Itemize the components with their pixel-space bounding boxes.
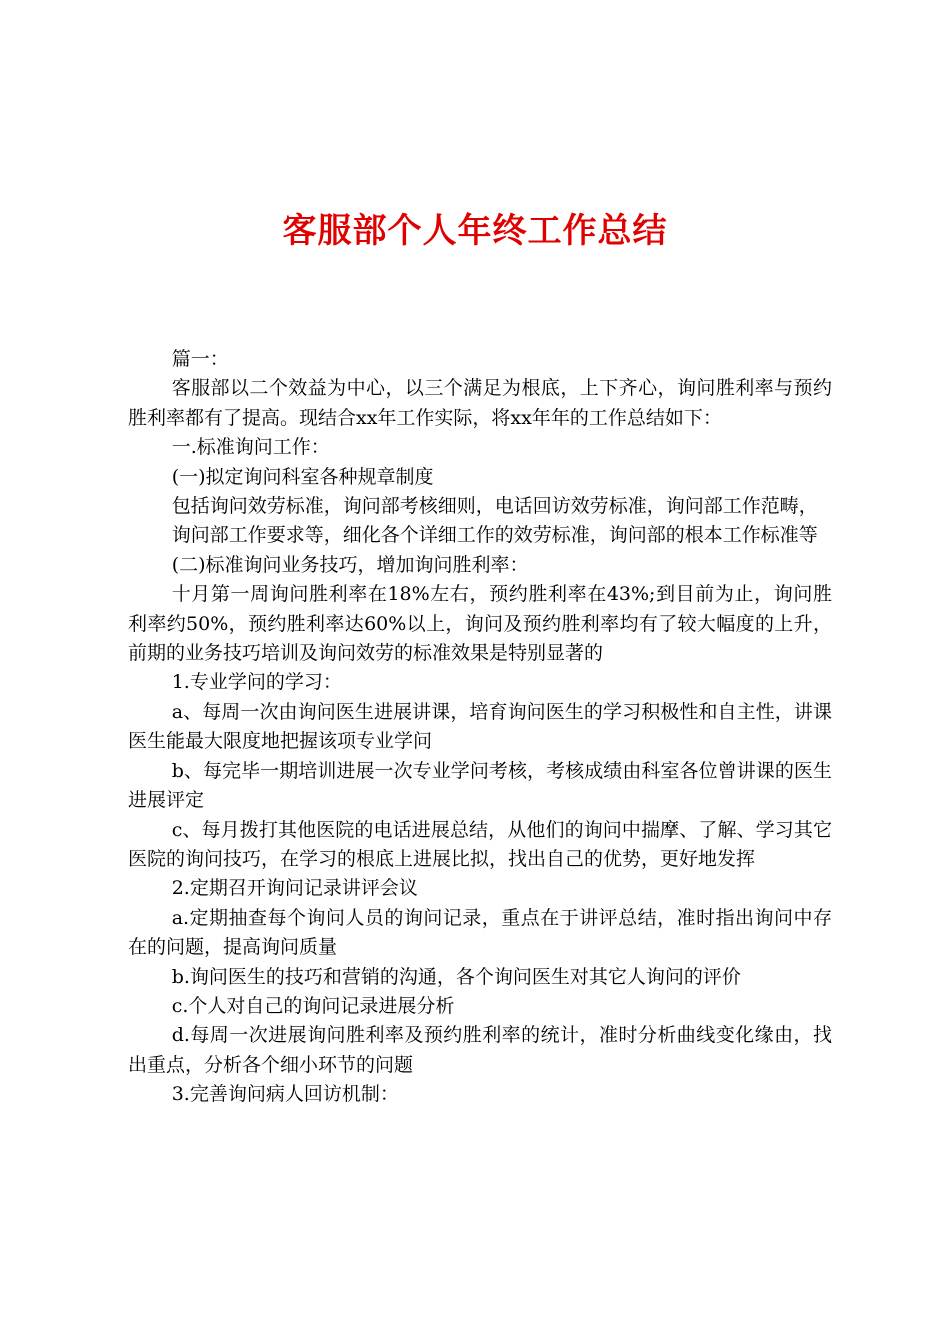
paragraph: c.个人对自己的询问记录进展分析 xyxy=(171,994,455,1017)
document-title: 客服部个人年终工作总结 xyxy=(282,211,668,251)
paragraph: 篇一： xyxy=(171,348,229,370)
paragraph: a.定期抽查每个询问人员的询问记录，重点在于讲评总结，准时指出询问中存在的问题，提高询问质量 xyxy=(128,906,832,959)
paragraph: 包括询问效劳标准，询问部考核细则，电话回访效劳标准，询问部工作范畴， xyxy=(171,495,818,518)
paragraph: 客服部以二个效益为中心，以三个满足为根底，上下齐心，询问胜利率与预约胜利率都有了提高。现结合xx年工作实际，将xx年年的工作总结如下： xyxy=(128,377,832,429)
paragraph: a、每周一次由询问医生进展讲课，培育询问医生的学习积极性和自主性，讲课医生能最大限度地把握该项专业学问 xyxy=(128,700,832,753)
paragraph: 一.标准询问工作： xyxy=(171,436,330,459)
document-body xyxy=(128,345,832,1110)
paragraph: c、每月拨打其他医院的电话进展总结，从他们的询问中揣摩、了解、学习其它医院的询问技巧，在学习的根底上进展比拟，找出自己的优势，更好地发挥 xyxy=(128,818,832,870)
paragraph: 询问部工作要求等，细化各个详细工作的效劳标准，询问部的根本工作标准等 xyxy=(171,524,818,547)
paragraph: (一)拟定询问科室各种规章制度 xyxy=(171,465,434,488)
paragraph: 十月第一周询问胜利率在18%左右，预约胜利率在43%;到目前为止，询问胜利率约50%，预约胜利率达60%以上，询问及预约胜利率均有了较大幅度的上升，前期的业务技巧培训及询问效劳的标准效果是特别显著的 xyxy=(128,583,832,665)
paragraph: 1.专业学问的学习： xyxy=(171,671,342,694)
paragraph: (二)标准询问业务技巧，增加询问胜利率： xyxy=(171,553,529,576)
paragraph: b、每完毕一期培训进展一次专业学问考核，考核成绩由科室各位曾讲课的医生进展评定 xyxy=(128,759,832,812)
paragraph: d.每周一次进展询问胜利率及预约胜利率的统计，准时分析曲线变化缘由，找出重点，分析各个细小环节的问题 xyxy=(128,1024,832,1076)
paragraph: 2.定期召开询问记录讲评会议 xyxy=(171,877,418,900)
paragraph: 3.完善询问病人回访机制： xyxy=(171,1083,399,1106)
paragraph: b.询问医生的技巧和营销的沟通，各个询问医生对其它人询问的评价 xyxy=(171,965,741,988)
